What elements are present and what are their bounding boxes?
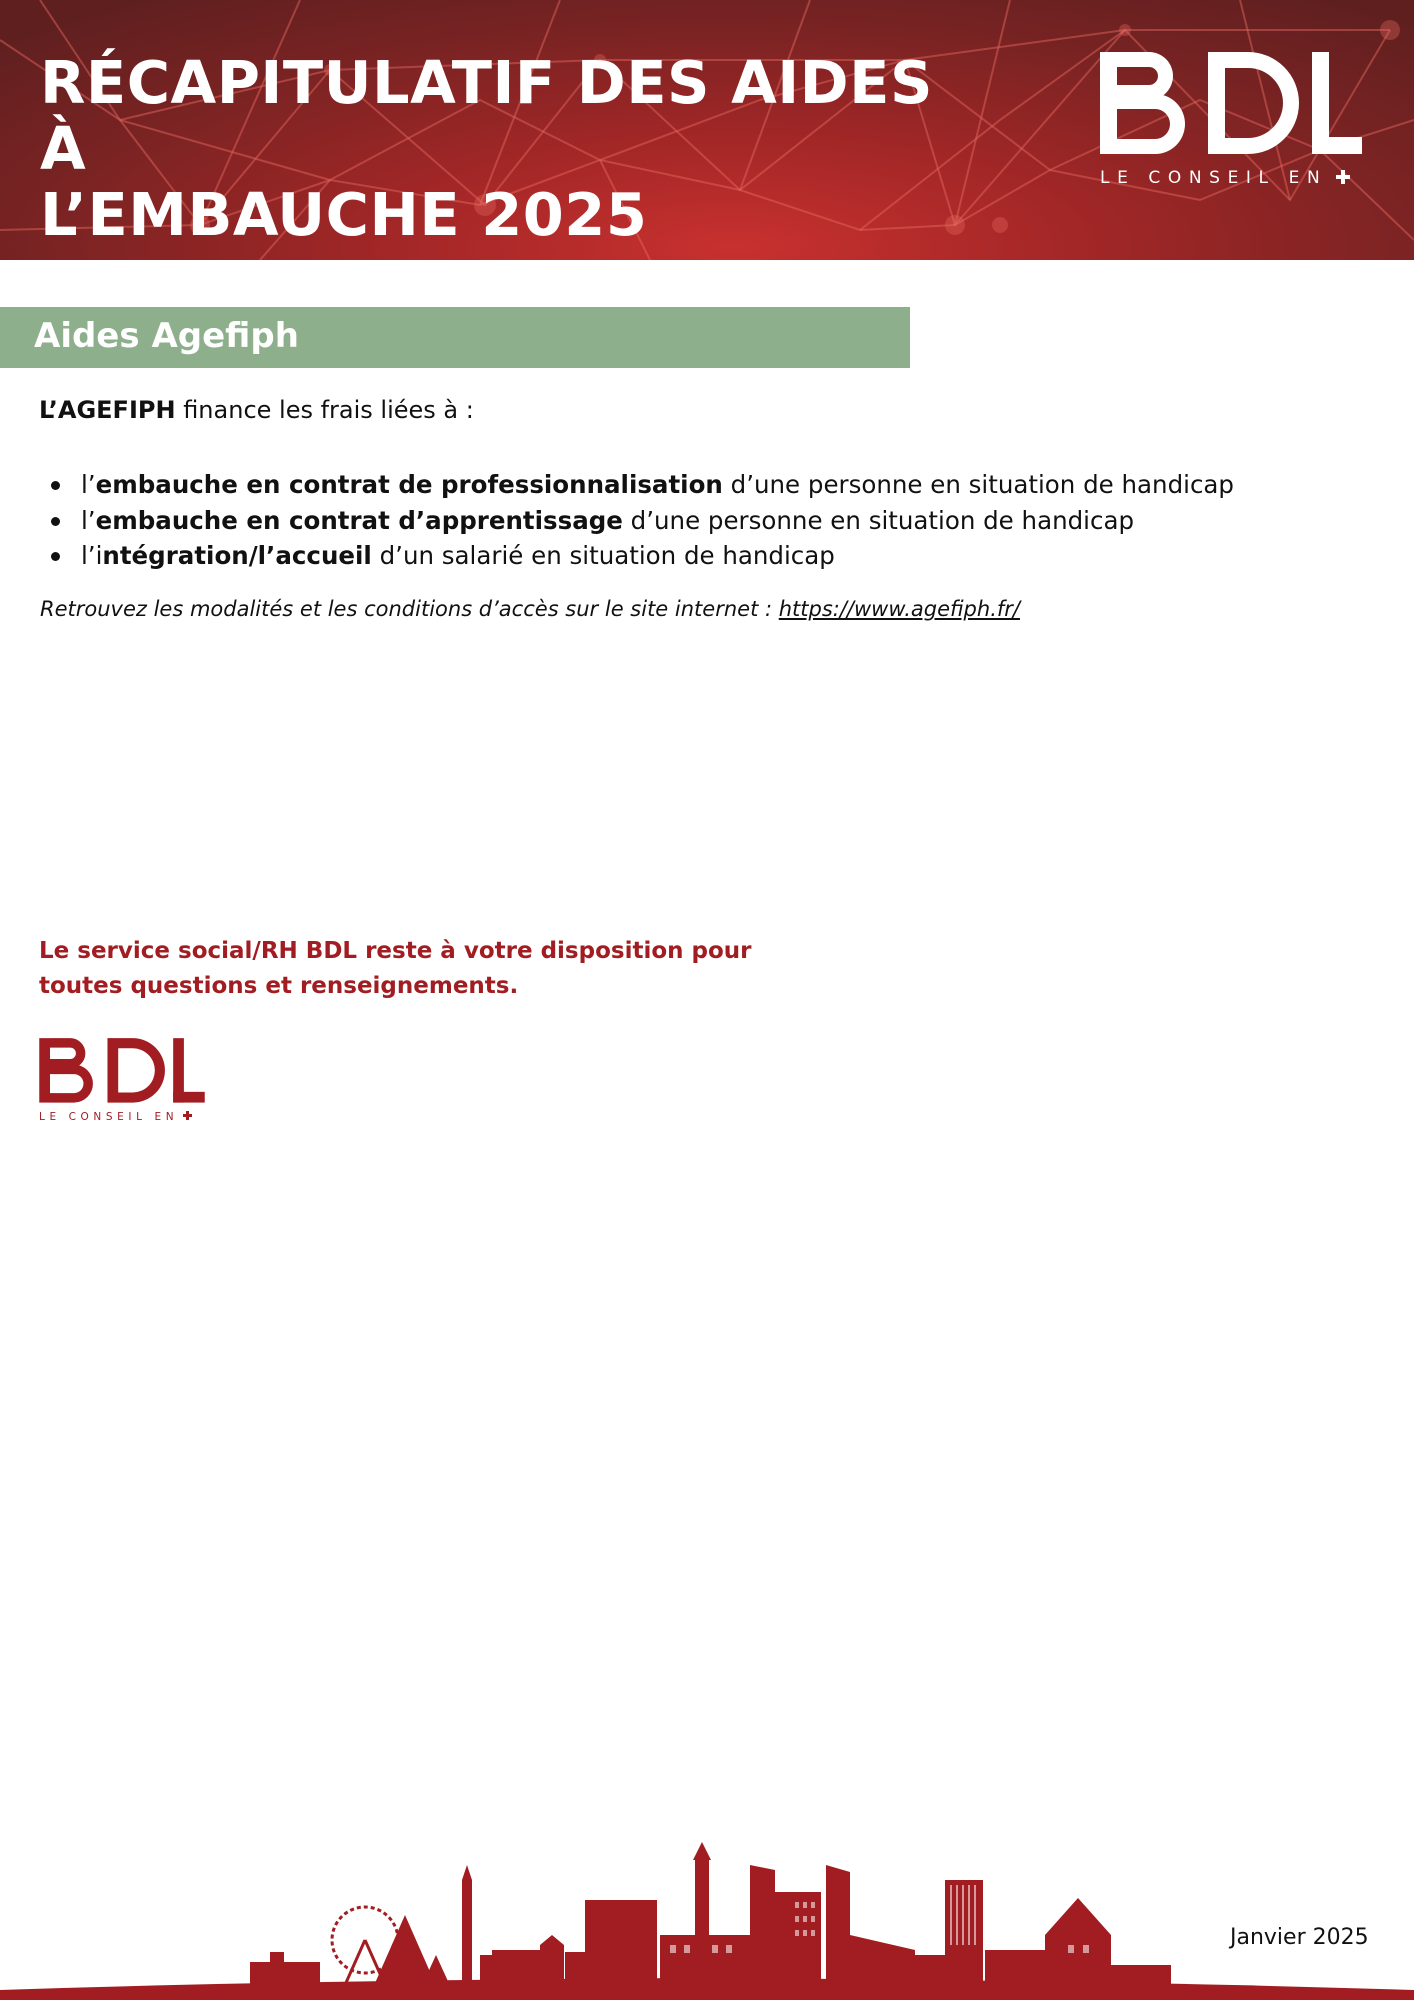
list-item (39, 503, 1234, 539)
page-title (40, 50, 940, 248)
list-item-strong: embauche en contrat de professionnalisation (95, 470, 723, 499)
page-title-line-1: RÉCAPITULATIF DES AIDES À (40, 48, 933, 183)
city-skyline-illustration (0, 1840, 1414, 2000)
list-item-prefix: l’ (81, 505, 96, 535)
contact-message (39, 934, 799, 1004)
list-item (39, 538, 1234, 574)
list-item-prefix: l’ (81, 470, 96, 499)
header-banner (0, 0, 1414, 260)
bullet-icon (51, 481, 60, 490)
intro-paragraph (39, 396, 474, 424)
list-item-strong: ntégration/l’accueil (102, 541, 372, 570)
bdl-footer-logo-tagline-text: LE CONSEIL EN (39, 1111, 179, 1123)
plus-icon (183, 1111, 192, 1120)
list-item-rest: d’un salarié en situation de handicap (371, 541, 835, 570)
bdl-footer-logo-mark (38, 1035, 206, 1107)
bdl-footer-logo-tagline (39, 1111, 192, 1123)
list-item (39, 467, 1234, 503)
contact-line-1: Le service social/RH BDL reste à votre disposition pour (39, 938, 752, 964)
info-note (40, 597, 1020, 621)
publication-date: Janvier 2025 (1230, 1925, 1369, 1950)
contact-line-2: toutes questions et renseignements. (39, 973, 519, 999)
agefiph-link[interactable]: https://www.agefiph.fr/ (778, 597, 1020, 621)
bullet-icon (51, 517, 60, 526)
bdl-footer-logo (38, 1035, 206, 1125)
list-item-prefix: l’i (81, 541, 103, 570)
bdl-logo-tagline-text: LE CONSEIL EN (1100, 168, 1328, 188)
page-title-line-2: L’EMBAUCHE 2025 (40, 180, 648, 249)
plus-icon (1336, 170, 1350, 184)
list-item-rest: d’une personne en situation de handicap (722, 470, 1234, 499)
intro-strong: L’AGEFIPH (39, 396, 176, 424)
bdl-logo-mark (1098, 48, 1364, 160)
bdl-logo (1098, 48, 1364, 190)
section-title: Aides Agefiph (34, 316, 299, 356)
intro-rest: finance les frais liées à : (175, 396, 474, 424)
info-note-text: Retrouvez les modalités et les conditions d’accès sur le site internet : (40, 597, 779, 621)
section-header (0, 307, 910, 368)
list-item-rest: d’une personne en situation de handicap (622, 505, 1135, 535)
bullet-icon (51, 552, 60, 561)
list-item-strong: embauche en contrat d’apprentissage (95, 505, 623, 535)
aid-list (39, 467, 1234, 574)
bdl-logo-tagline (1100, 168, 1350, 188)
